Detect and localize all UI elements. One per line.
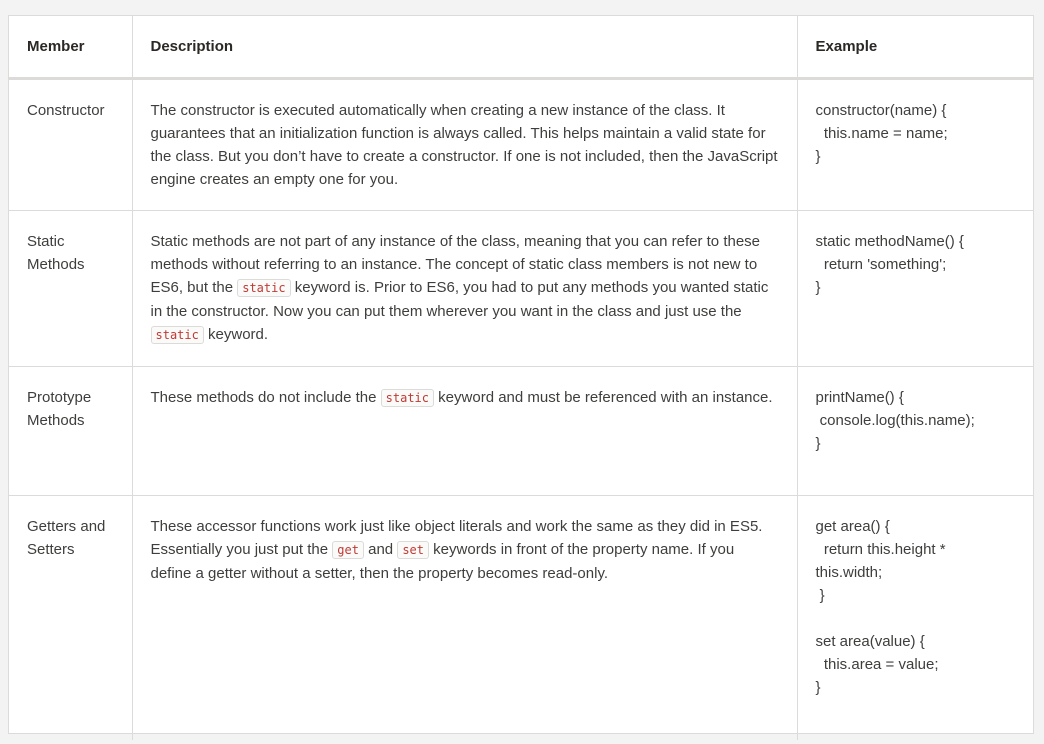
class-members-table: [9, 16, 1033, 740]
inline-code-static: static: [237, 279, 290, 297]
member-cell: Prototype Methods: [9, 367, 132, 496]
table-row-prototype-methods: [9, 367, 1033, 496]
description-cell: [132, 496, 797, 741]
description-cell: [132, 211, 797, 367]
inline-code-static: static: [151, 326, 204, 344]
header-description: Description: [132, 16, 797, 79]
member-cell: Getters and Setters: [27, 518, 106, 558]
description-cell: The constructor is executed automatically when creating a new instance of the class. It guarantees that an initialization function is always called. This helps maintain a valid state for the class. But you don’t have to create a constructor. If one is not included, then the JavaScript engine creates an empty one for you.: [132, 79, 797, 211]
description-text: These methods do not include the: [150, 389, 381, 406]
example-cell: constructor(name) { this.name = name; }: [797, 79, 1033, 211]
description-text: keyword is. Prior to ES6, you had to put any methods you wanted static in the constructor. Now you can put them wherever you want in the class and just use the: [150, 279, 769, 320]
header-example: Example: [797, 16, 1033, 79]
description-text: Static methods are not part of any instance of the class, meaning that you can refer to these methods without referring to an instance. The concept of static class members is not new to ES6, but the: [150, 233, 761, 296]
member-cell: Constructor: [9, 79, 132, 211]
inline-code-set: set: [397, 541, 429, 559]
table-row-constructor: [9, 79, 1033, 211]
description-text: These accessor functions work just like object literals and work the same as they did in ES5. Essentially you just put the: [150, 518, 763, 558]
description-text: keywords in front of the property name. If you define a getter without a setter, then the property becomes read-only.: [150, 541, 735, 582]
inline-code-static: static: [381, 389, 434, 407]
example-cell: printName() { console.log(this.name); }: [797, 367, 1033, 496]
example-cell: get area() { return this.height * this.width; } set area(value) { this.area = value; }: [797, 496, 1033, 741]
table-header-row: [9, 16, 1033, 79]
class-members-table-container: [8, 15, 1034, 734]
description-cell: [132, 367, 797, 496]
example-cell: static methodName() { return 'something'; }: [797, 211, 1033, 367]
inline-code-get: get: [332, 541, 364, 559]
header-member: Member: [9, 16, 132, 79]
description-text: keyword and must be referenced with an instance.: [434, 389, 773, 406]
table-row-getters-setters: [9, 496, 1033, 741]
description-text: keyword.: [203, 326, 269, 343]
table-row-static-methods: [9, 211, 1033, 367]
member-cell: Static Methods: [9, 211, 132, 367]
description-text: and: [363, 541, 398, 558]
